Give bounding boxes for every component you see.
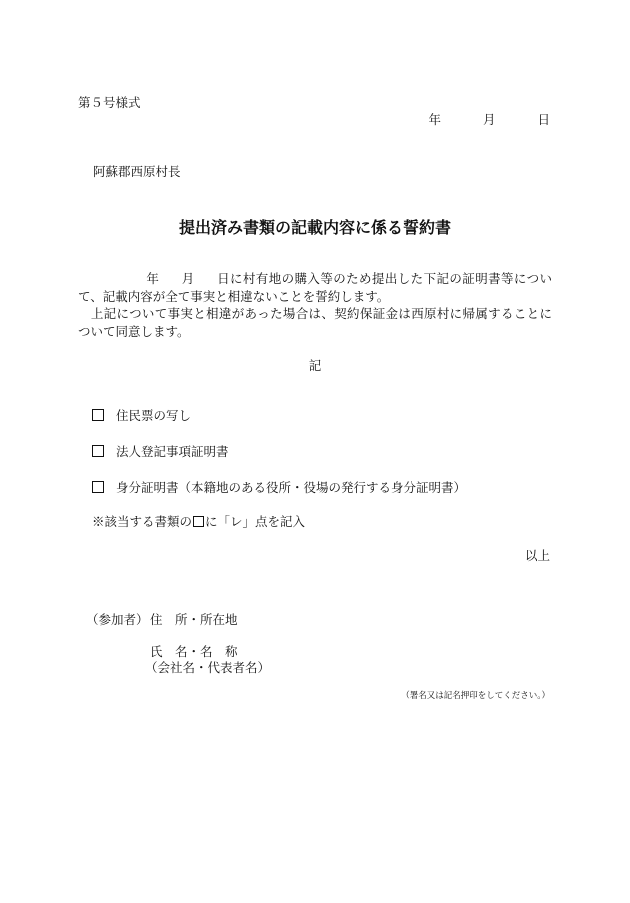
pledge-paragraph-2: [78, 305, 552, 340]
checkbox[interactable]: [92, 481, 104, 493]
body-paragraph-2-text: 上記について事実と相違があった場合は、契約保証金は西原村に帰属することについて同意します。: [78, 306, 552, 339]
heading-ki: 記: [308, 358, 322, 373]
body-month: 月: [181, 271, 195, 286]
closing-ijou: 以上: [524, 548, 550, 563]
document-label: 法人登記事項証明書: [116, 444, 229, 459]
checkbox-symbol: [193, 516, 204, 527]
date-day: 日: [537, 112, 550, 127]
date-year: 年: [428, 112, 441, 127]
document-label: 住民票の写し: [116, 408, 192, 423]
signature-note: （署名又は記名押印をしてください。）: [401, 691, 550, 701]
body-year: 年: [146, 271, 160, 286]
document-item-mibun-shoumei: [92, 480, 466, 496]
document-label: 身分証明書（本籍地のある役所・役場の発行する身分証明書）: [116, 480, 467, 495]
instruction-note: [92, 514, 305, 530]
address-label: 住 所・所在地: [150, 612, 238, 627]
document-title: 提出済み書類の記載内容に係る誓約書: [178, 218, 451, 237]
form-number: 第５号様式: [78, 95, 141, 110]
body-paragraph-1-text: 日に村有地の購入等のため提出した下記の証明書等について、記載内容が全て事実と相違ないことを誓約します。: [78, 271, 552, 304]
pledge-paragraph-1: [78, 270, 552, 305]
note-text-before: ※該当する書類の: [92, 514, 193, 529]
checkbox[interactable]: [92, 445, 104, 457]
document-item-houjin-touki: [92, 444, 229, 460]
pledge-body: [78, 270, 552, 340]
company-label: （会社名・代表者名）: [145, 660, 271, 675]
checkbox[interactable]: [92, 409, 104, 421]
name-label: 氏 名・名 称: [150, 644, 238, 659]
participant-label: （参加者）: [86, 612, 149, 627]
date-line: [428, 112, 550, 128]
date-month: 月: [482, 112, 496, 127]
document-item-juminhyo: [92, 408, 191, 424]
note-text-after: に「レ」点を記入: [205, 514, 306, 529]
recipient: 阿蘇郡西原村長: [93, 164, 181, 179]
